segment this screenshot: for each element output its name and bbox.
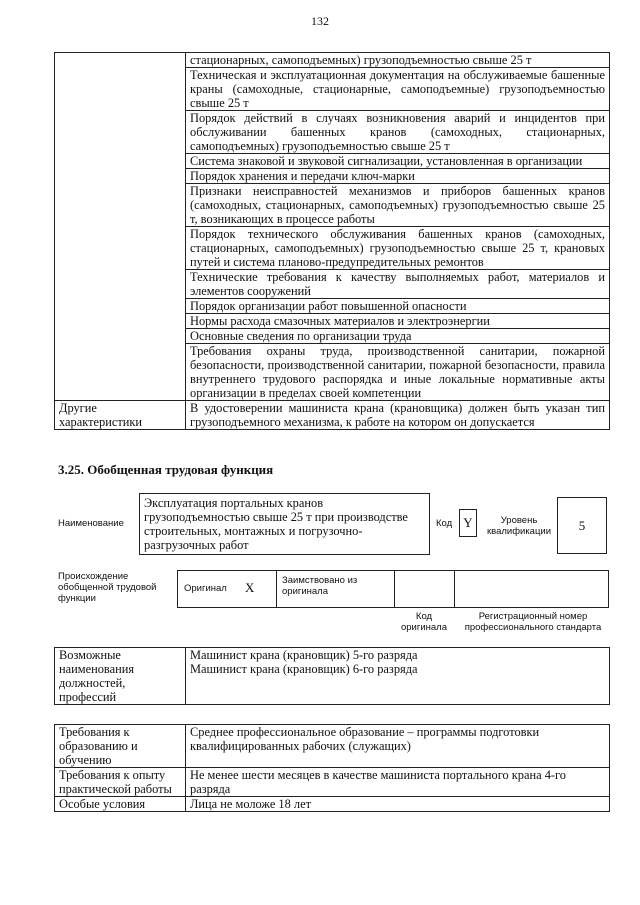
- knowledge-item: Признаки неисправностей механизмов и приборов башенных кранов (самоходных, стационарных, самоподъемных) грузоподъемностью свыше 25 т, возникающих в процессе работы: [186, 184, 610, 227]
- knowledge-item: стационарных, самоподъемных) грузоподъемностью свыше 25 т: [186, 53, 610, 68]
- knowledge-table: [54, 52, 610, 430]
- name-label: Наименование: [58, 518, 124, 529]
- registration-caption: Регистрационный номер профессионального стандарта: [464, 611, 602, 633]
- borrowed-label: Заимствовано из оригинала: [282, 575, 358, 597]
- page-number: 132: [311, 14, 329, 28]
- position-item: Машинист крана (крановщик) 5-го разряда: [190, 648, 418, 662]
- original-label: Оригинал: [184, 583, 227, 594]
- section-title: 3.25. Обобщенная трудовая функция: [58, 462, 274, 477]
- table-row: [55, 725, 610, 768]
- knowledge-item: Техническая и эксплуатационная документация на обслуживаемые башенные краны (самоходные, стационарные, самоподъемные) грузоподъемностью свыше 25 т: [186, 68, 610, 111]
- education-value: Среднее профессиональное образование – программы подготовки квалифицированных рабочих (служащих): [186, 725, 610, 768]
- origin-label: Происхождение обобщенной трудовой функции: [58, 571, 157, 604]
- knowledge-item: Требования охраны труда, производственной санитарии, пожарной безопасности, производственной санитарии, пожарной безопасности, правила внутреннего трудового распорядка и иные локальные нормативные акты организации в пределах своей компетенции: [186, 344, 610, 401]
- table-row: [55, 401, 610, 430]
- level-value: 5: [557, 497, 607, 554]
- other-characteristics-label: Другие характеристики: [55, 401, 186, 430]
- education-label: Требования к образованию и обучению: [55, 725, 186, 768]
- requirements-table: [54, 724, 610, 812]
- knowledge-item: Система знаковой и звуковой сигнализации, установленная в организации: [186, 154, 610, 169]
- origin-divider: [394, 570, 395, 608]
- positions-label: Возможные наименования должностей, профессий: [55, 648, 186, 705]
- positions-table: [54, 647, 610, 705]
- table-row: [55, 53, 610, 68]
- experience-label: Требования к опыту практической работы: [55, 768, 186, 797]
- knowledge-item: Порядок действий в случаях возникновения аварий и инцидентов при обслуживании башенных кранов (самоходных, стационарных, самоподъемных) грузоподъемностью свыше 25 т: [186, 111, 610, 154]
- table-row: [55, 768, 610, 797]
- code-value: Y: [459, 509, 477, 537]
- origin-divider: [276, 570, 277, 608]
- code-caption: Код оригинала: [400, 611, 447, 633]
- table-row: [55, 648, 610, 705]
- origin-divider: [454, 570, 455, 608]
- position-item: Машинист крана (крановщик) 6-го разряда: [190, 662, 418, 676]
- other-characteristics-value: В удостоверении машиниста крана (крановщика) должен быть указан тип грузоподъемного механизма, к работе на котором он допускается: [186, 401, 610, 430]
- knowledge-item: Основные сведения по организации труда: [186, 329, 610, 344]
- empty-label-cell: [55, 53, 186, 401]
- knowledge-item: Порядок хранения и передачи ключ-марки: [186, 169, 610, 184]
- table-row: [55, 797, 610, 812]
- special-conditions-label: Особые условия: [55, 797, 186, 812]
- origin-box: [177, 570, 609, 608]
- experience-value: Не менее шести месяцев в качестве машиниста портального крана 4-го разряда: [186, 768, 610, 797]
- knowledge-item: Порядок технического обслуживания башенных кранов (самоходных, стационарных, самоподъемных) грузоподъемностью свыше 25 т, крановых путей и система планово-предупредительных ремонтов: [186, 227, 610, 270]
- code-label: Код: [436, 518, 453, 529]
- level-label: Уровень квалификации: [486, 515, 552, 537]
- knowledge-item: Нормы расхода смазочных материалов и электроэнергии: [186, 314, 610, 329]
- special-conditions-value: Лица не моложе 18 лет: [186, 797, 610, 812]
- knowledge-item: Технические требования к качеству выполняемых работ, материалов и элементов сооружений: [186, 270, 610, 299]
- original-mark: X: [245, 580, 255, 595]
- knowledge-item: Порядок организации работ повышенной опасности: [186, 299, 610, 314]
- name-value: Эксплуатация портальных кранов грузоподъемностью свыше 25 т при производстве строительных, монтажных и погрузочно-разгрузочных работ: [139, 493, 430, 555]
- positions-values: [186, 648, 610, 705]
